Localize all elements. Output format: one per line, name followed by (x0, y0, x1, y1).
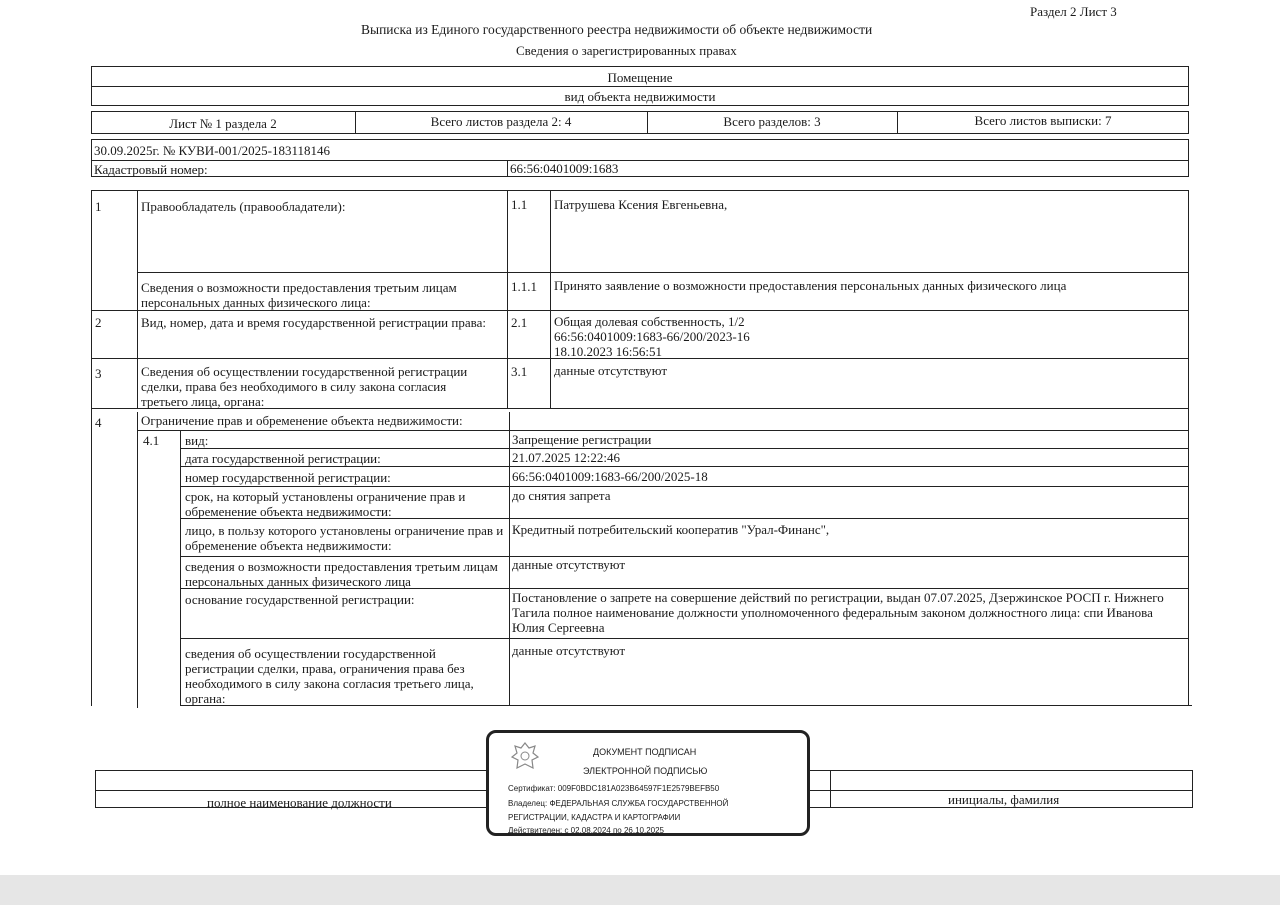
registration-date-value: 21.07.2025 12:22:46 (512, 450, 620, 465)
row-2-number: 2 (95, 315, 102, 330)
restriction-term-label: срок, на который установлены ограничение прав и обременение объекта недвижимости: (185, 489, 466, 519)
section-sheet-label: Раздел 2 Лист 3 (1030, 4, 1117, 19)
stamp-owner-line-2: РЕГИСТРАЦИИ, КАДАСТРА И КАРТОГРАФИИ (508, 813, 681, 822)
scan-bottom-edge (0, 875, 1280, 905)
basis-label: основание государственной регистрации: (185, 592, 415, 607)
row-2-value-line-2: 66:56:0401009:1683-66/200/2023-16 (554, 329, 750, 344)
restriction-term-value: до снятия запрета (512, 488, 611, 503)
total-sections: Всего разделов: 3 (723, 114, 821, 129)
pd-consent-label: сведения о возможности предоставления третьим лицам персональных данных физического лица (185, 559, 498, 589)
position-caption: полное наименование должности (207, 795, 392, 810)
row-3-number: 3 (95, 366, 102, 381)
row-2-value-line-1: Общая долевая собственность, 1/2 (554, 314, 745, 329)
row-1-label: Правообладатель (правообладатели): (141, 199, 346, 214)
stamp-certificate: Сертификат: 009F0BDC181A023B64597F1E2579BEFB50 (508, 784, 720, 793)
total-section-sheets: Всего листов раздела 2: 4 (430, 114, 572, 129)
row-1-1-1-value: Принято заявление о возможности предоставления персональных данных физического лица (554, 278, 1067, 293)
row-4-label: Ограничение прав и обременение объекта недвижимости: (141, 413, 463, 428)
row-2-sub: 2.1 (511, 315, 528, 330)
sheet-number: Лист № 1 раздела 2 (169, 116, 277, 131)
stamp-line-2: ЭЛЕКТРОННОЙ ПОДПИСЬЮ (583, 766, 708, 776)
document-subtitle: Сведения о зарегистрированных правах (516, 43, 737, 58)
registration-date-label: дата государственной регистрации: (185, 451, 381, 466)
third-party-consent-value: данные отсутствуют (512, 643, 626, 658)
row-3-sub: 3.1 (511, 364, 528, 379)
row-1-1-1-label: Сведения о возможности предоставления третьим лицам персональных данных физического лица: (141, 280, 457, 310)
stamp-owner-line-1: Владелец: ФЕДЕРАЛЬНАЯ СЛУЖБА ГОСУДАРСТВЕННОЙ (508, 799, 729, 808)
beneficiary-value: Кредитный потребительский кооператив "Урал-Финанс", (512, 522, 830, 537)
document-title: Выписка из Единого государственного реестра недвижимости об объекте недвижимости (361, 22, 873, 37)
row-1-sub: 1.1 (511, 197, 528, 212)
doc-date-number: 30.09.2025г. № КУВИ-001/2025-183118146 (94, 143, 330, 158)
object-type-caption: вид объекта недвижимости (564, 89, 716, 104)
row-3-label: Сведения об осуществлении государственной регистрации сделки, права без необходимого в силу закона согласия третьего лица, органа: (141, 364, 468, 409)
registration-number-label: номер государственной регистрации: (185, 470, 391, 485)
cadastral-label: Кадастровый номер: (94, 162, 208, 177)
cadastral-number: 66:56:0401009:1683 (510, 161, 619, 176)
restriction-kind-value: Запрещение регистрации (512, 432, 652, 447)
row-1-1-1-sub: 1.1.1 (511, 279, 537, 294)
row-4-sub: 4.1 (143, 433, 160, 448)
row-4-number: 4 (95, 415, 102, 430)
e-signature-stamp (486, 730, 810, 836)
pd-consent-value: данные отсутствуют (512, 557, 626, 572)
rights-holder-name: Патрушева Ксения Евгеньевна, (554, 197, 728, 212)
beneficiary-label: лицо, в пользу которого установлены ограничение прав и обременение объекта недвижимости: (185, 523, 504, 553)
object-type: Помещение (607, 70, 673, 85)
row-2-value-line-3: 18.10.2023 16:56:51 (554, 344, 662, 359)
stamp-line-1: ДОКУМЕНТ ПОДПИСАН (593, 747, 697, 757)
stamp-validity: Действителен: с 02.08.2024 по 26.10.2025 (508, 826, 664, 835)
basis-value: Постановление о запрете на совершение действий по регистрации, выдан 07.07.2025, Дзержинское РОСП г. Нижнего Тагила полное наименование должности уполномоченного федеральным законом должностного лица: спи Иванова Юлия Сергеевна (512, 590, 1164, 635)
row-3-value: данные отсутствуют (554, 363, 668, 378)
row-2-label: Вид, номер, дата и время государственной регистрации права: (141, 315, 486, 330)
registration-number-value: 66:56:0401009:1683-66/200/2025-18 (512, 469, 708, 484)
restriction-kind-label: вид: (185, 433, 209, 448)
coat-of-arms-icon (507, 739, 543, 775)
name-caption: инициалы, фамилия (948, 792, 1060, 807)
third-party-consent-label: сведения об осуществлении государственной регистрации сделки, права, ограничения права без необходимого в силу закона согласия третьего лица, органа: (185, 646, 474, 706)
total-extract-sheets: Всего листов выписки: 7 (974, 113, 1112, 128)
row-1-number: 1 (95, 199, 102, 214)
